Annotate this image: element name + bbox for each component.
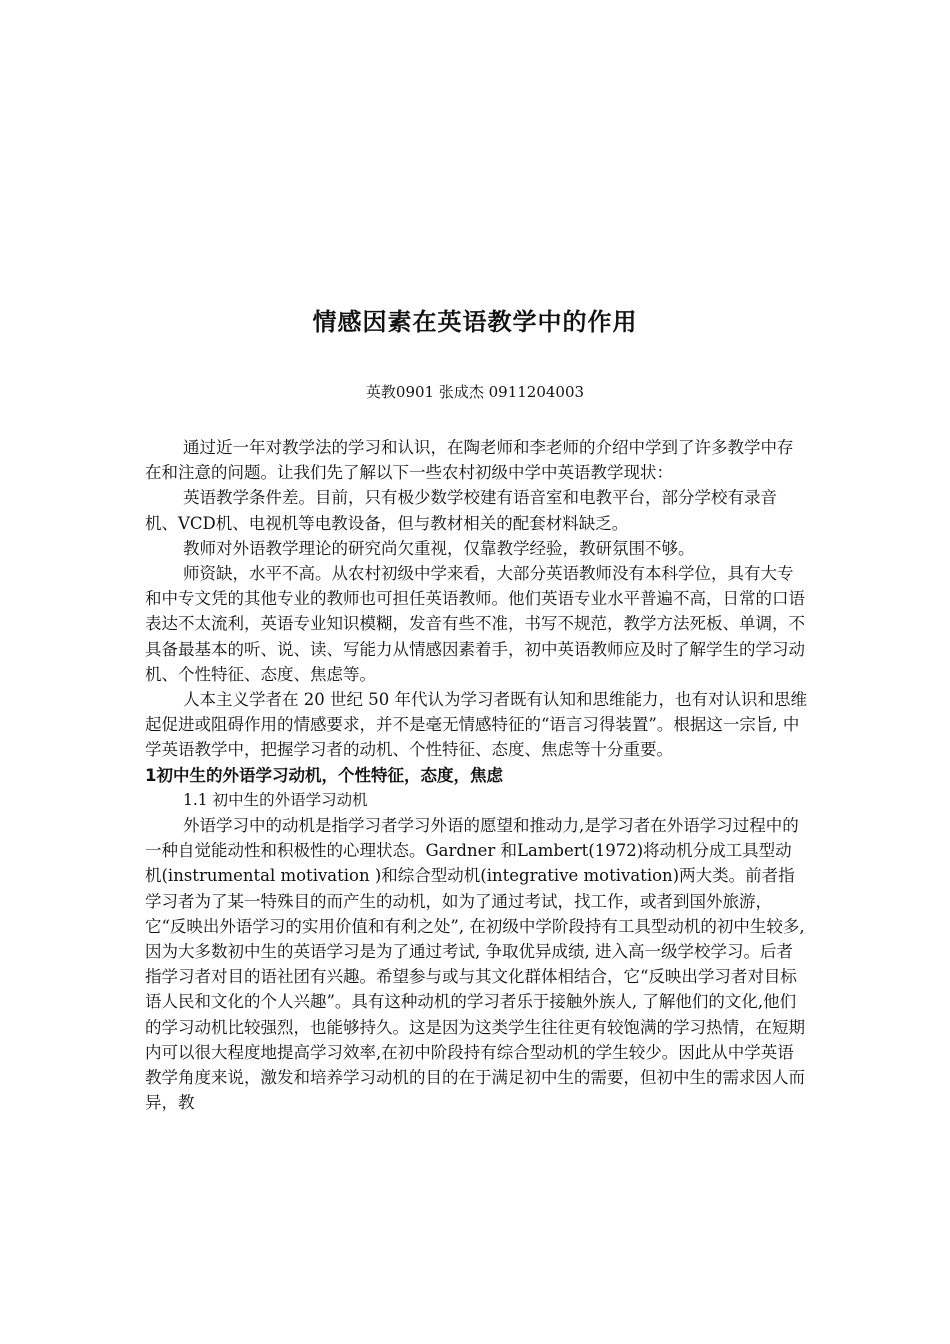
- subsection-heading: 1.1 初中生的外语学习动机: [183, 790, 368, 809]
- section-heading: 1初中生的外语学习动机，个性特征，态度，焦虑: [145, 765, 503, 785]
- paragraph: 通过近一年对教学法的学习和认识，在陶老师和李老师的介绍中学到了许多教学中存在和注意的问题。让我们先了解以下一些农村初级中学中英语教学现状：: [145, 438, 794, 483]
- paragraph: 人本主义学者在 20 世纪 50 年代认为学习者既有认知和思维能力，也有对认识和思维起促进或阻碍作用的情感要求，并不是毫无情感特征的“语言习得装置”。根据这一宗旨, 中学英语教学中，把握学习者的动机、个性特征、态度、焦虑等十分重要。: [145, 690, 807, 760]
- paragraph: 外语学习中的动机是指学习者学习外语的愿望和推动力,是学习者在外语学习过程中的一种自觉能动性和积极性的心理状态。Gardner 和Lambert(1972)将动机分成工具型动机(instrumental motivation )和综合型动机(integrative motivation)两大类。前者指学习者为了某一特殊目的而产生的动机，如为了通过考试，找工作，或者到国外旅游，它“反映出外语学习的实用价值和有利之处”, 在初级中学阶段持有工具型动机的初中生较多, 因为大多数初中生的英语学习是为了通过考试, 争取优异成绩, 进入高一级学校学习。后者指学习者对目的语社团有兴趣。希望参与或与其文化群体相结合，它“反映出学习者对目标语人民和文化的个人兴趣”。具有这种动机的学习者乐于接触外族人, 了解他们的文化,他们的学习动机比较强烈，也能够持久。这是因为这类学生往往更有较饱满的学习热情，在短期内可以很大程度地提高学习效率,在初中阶段持有综合型动机的学生较少。因此从中学英语教学角度来说，激发和培养学习动机的目的在于满足初中生的需要，但初中生的需求因人而异，教: [145, 816, 805, 1113]
- author-line: 英教0901 张成杰 0911204003: [365, 383, 585, 401]
- page-title: 情感因素在英语教学中的作用: [312, 308, 638, 336]
- paragraph: 师资缺，水平不高。从农村初级中学来看，大部分英语教师没有本科学位，具有大专和中专文凭的其他专业的教师也可担任英语教师。他们英语专业水平普遍不高，日常的口语表达不太流利，英语专业知识模糊，发音有些不准，书写不规范，教学方法死板、单调，不具备最基本的听、说、读、写能力从情感因素着手，初中英语教师应及时了解学生的学习动机、个性特征、态度、焦虑等。: [145, 564, 805, 684]
- paragraph: 英语教学条件差。目前，只有极少数学校建有语音室和电教平台，部分学校有录音机、VCD机、电视机等电教设备，但与教材相关的配套材料缺乏。: [145, 488, 777, 533]
- document-body: [145, 435, 807, 1115]
- paragraph: 教师对外语教学理论的研究尚欠重视，仅靠教学经验，教研氛围不够。: [183, 538, 695, 558]
